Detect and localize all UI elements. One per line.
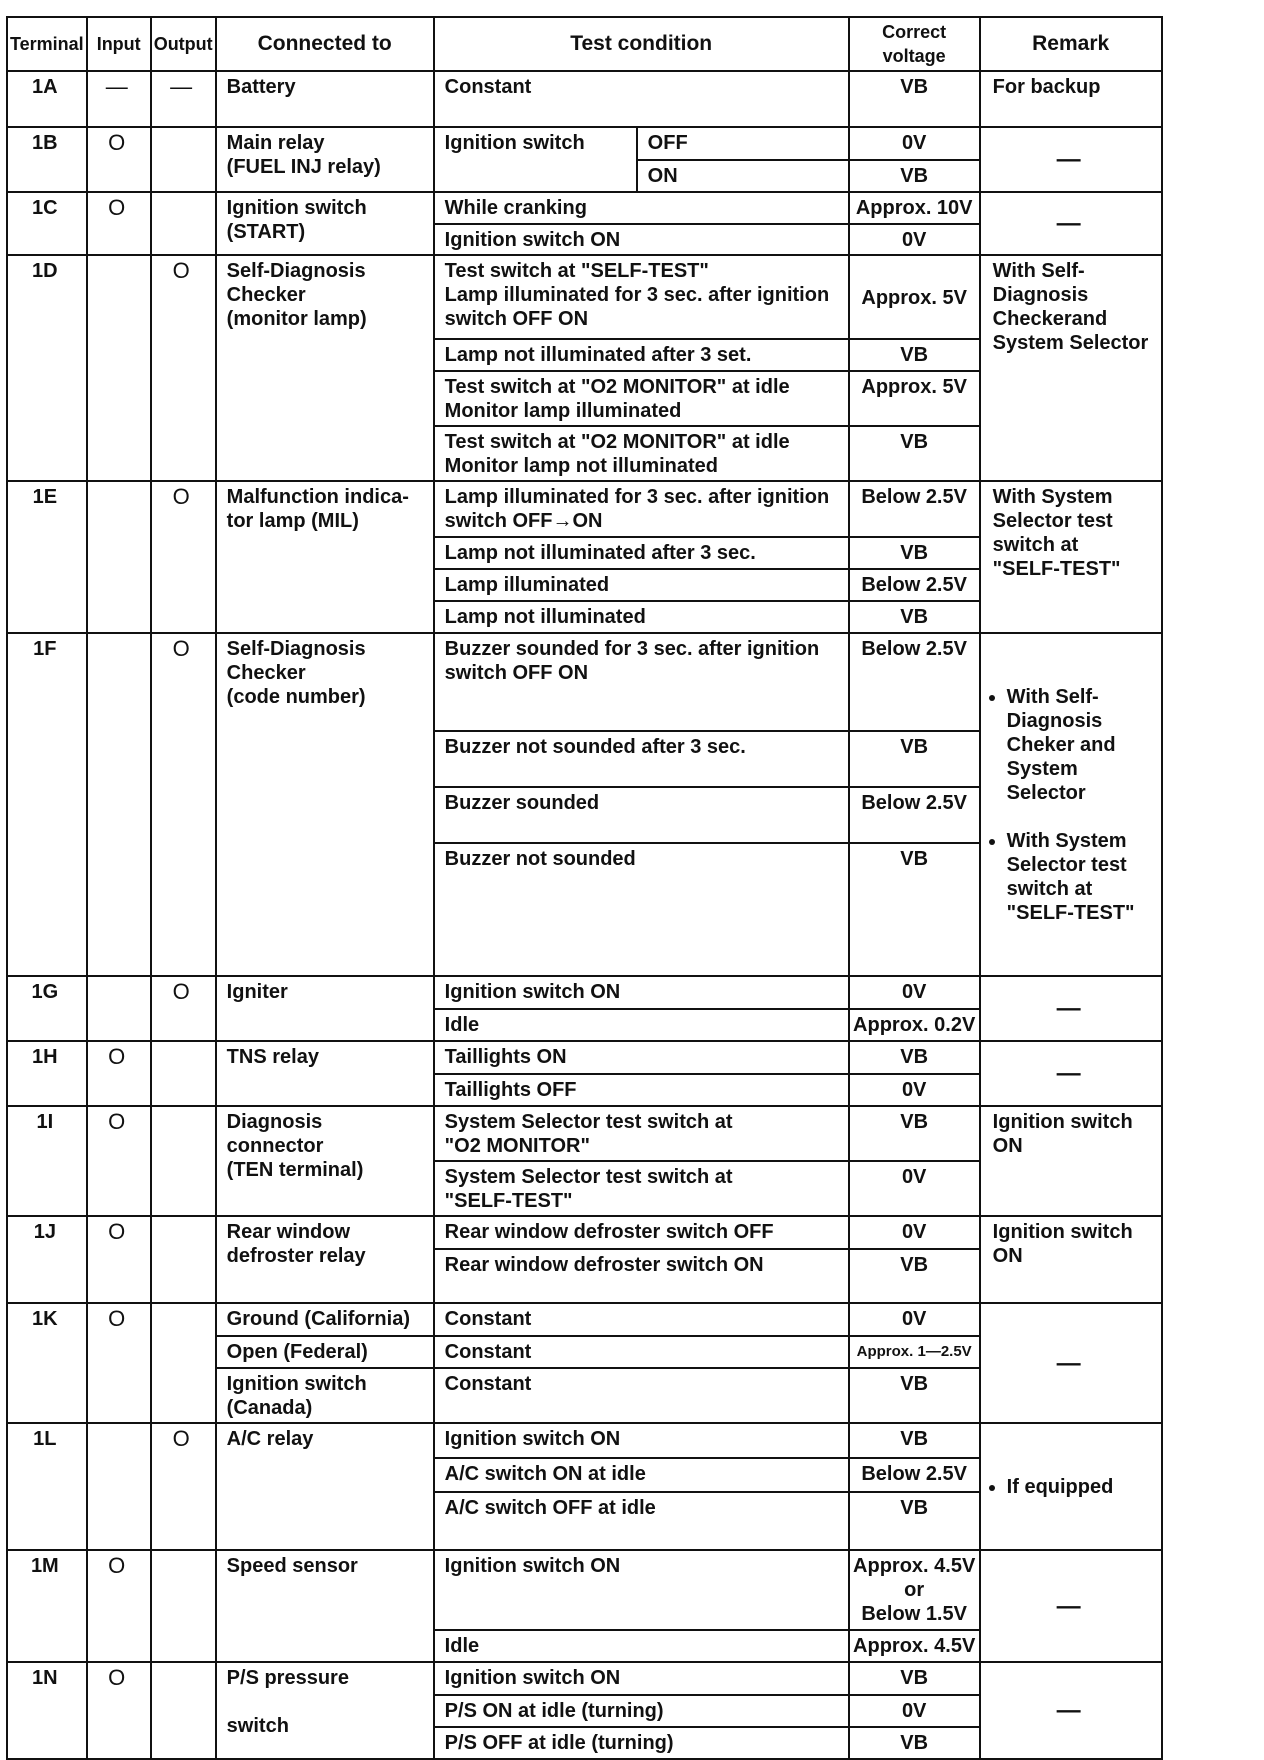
connected-to-cell: Open (Federal) <box>216 1336 434 1368</box>
connected-to-cell: Battery <box>216 71 434 127</box>
table-row <box>7 481 1162 537</box>
test-condition-cell: Lamp not illuminated after 3 set. <box>434 339 849 371</box>
terminal-cell: 1L <box>7 1423 87 1550</box>
table-row <box>7 1423 1162 1458</box>
voltage-cell: Below 2.5V <box>849 633 980 731</box>
voltage-cell: VB <box>849 601 980 633</box>
input-mark: O <box>87 1550 151 1662</box>
test-condition-cell: P/S OFF at idle (turning) <box>434 1727 849 1759</box>
terminal-cell: 1C <box>7 192 87 255</box>
output-mark <box>151 1662 216 1759</box>
connected-to-cell: TNS relay <box>216 1041 434 1106</box>
output-mark <box>151 1303 216 1423</box>
test-condition-cell: Test switch at "O2 MONITOR" at idle Monitor lamp not illuminated <box>434 426 849 481</box>
remark-bullet: • If equipped <box>1007 1475 1155 1499</box>
output-mark: O <box>151 255 216 481</box>
table-row <box>7 1303 1162 1336</box>
voltage-cell: VB <box>849 537 980 569</box>
test-condition-cell: Constant <box>434 71 849 127</box>
connected-to-cell: Speed sensor <box>216 1550 434 1662</box>
table-row <box>7 1662 1162 1695</box>
voltage-cell: VB <box>849 160 980 192</box>
header-input: Input <box>87 17 151 71</box>
remark-cell: Ignition switch ON <box>980 1216 1162 1303</box>
voltage-cell: 0V <box>849 1695 980 1727</box>
test-condition-cell: Rear window defroster switch ON <box>434 1249 849 1303</box>
test-condition-cell: Ignition switch ON <box>434 976 849 1009</box>
remark-bullet-list <box>985 661 1161 949</box>
voltage-cell: VB <box>849 1041 980 1074</box>
terminal-cell: 1B <box>7 127 87 192</box>
voltage-cell: Approx. 5V <box>849 255 980 339</box>
header-test-condition: Test condition <box>434 17 849 71</box>
voltage-cell: Approx. 10V <box>849 192 980 224</box>
voltage-cell: 0V <box>849 224 980 255</box>
output-mark <box>151 127 216 192</box>
terminal-cell: 1N <box>7 1662 87 1759</box>
test-condition-cell: Buzzer sounded for 3 sec. after ignition switch OFF ON <box>434 633 849 731</box>
voltage-cell: VB <box>849 1727 980 1759</box>
output-mark <box>151 192 216 255</box>
test-condition-cell: Lamp not illuminated <box>434 601 849 633</box>
voltage-cell: VB <box>849 731 980 787</box>
test-condition-cell: Buzzer sounded <box>434 787 849 843</box>
connected-to-cell: Ground (California) <box>216 1303 434 1336</box>
test-condition-cell: Ignition switch ON <box>434 224 849 255</box>
remark-cell: — <box>980 1303 1162 1423</box>
connected-to-cell: Ignition switch (START) <box>216 192 434 255</box>
voltage-cell: VB <box>849 1492 980 1550</box>
voltage-cell: 0V <box>849 127 980 160</box>
test-condition-cell: Ignition switch <box>434 127 637 192</box>
remark-cell: — <box>980 192 1162 255</box>
test-condition-cell: A/C switch OFF at idle <box>434 1492 849 1550</box>
test-condition-cell: System Selector test switch at "O2 MONITOR" <box>434 1106 849 1161</box>
test-condition-cell: While cranking <box>434 192 849 224</box>
voltage-cell: Approx. 1—2.5V <box>849 1336 980 1368</box>
voltage-cell: Approx. 4.5V or Below 1.5V <box>849 1550 980 1630</box>
voltage-cell: VB <box>849 1368 980 1423</box>
remark-bullet: • With System Selector test switch at "SELF-TEST" <box>1007 829 1161 925</box>
input-mark: O <box>87 192 151 255</box>
input-mark <box>87 255 151 481</box>
remark-cell: With Self- Diagnosis Checkerand System Selector <box>980 255 1162 481</box>
voltage-cell: Below 2.5V <box>849 787 980 843</box>
header-row <box>7 17 1162 71</box>
output-mark: O <box>151 633 216 976</box>
remark-cell: For backup <box>980 71 1162 127</box>
connected-to-cell: Self-Diagnosis Checker (code number) <box>216 633 434 976</box>
voltage-cell: Below 2.5V <box>849 569 980 601</box>
header-remark: Remark <box>980 17 1162 71</box>
terminal-cell: 1G <box>7 976 87 1041</box>
test-condition-cell: Ignition switch ON <box>434 1662 849 1695</box>
terminal-cell: 1M <box>7 1550 87 1662</box>
header-connected-to: Connected to <box>216 17 434 71</box>
connected-to-cell: P/S pressure switch <box>216 1662 434 1759</box>
input-mark: O <box>87 1303 151 1423</box>
output-mark <box>151 1041 216 1106</box>
output-mark <box>151 1106 216 1216</box>
connected-to-cell: Rear window defroster relay <box>216 1216 434 1303</box>
terminal-cell: 1I <box>7 1106 87 1216</box>
voltage-cell: Approx. 5V <box>849 371 980 426</box>
output-mark: O <box>151 481 216 633</box>
voltage-cell: Approx. 0.2V <box>849 1009 980 1041</box>
input-mark: O <box>87 1662 151 1759</box>
test-condition-cell: Buzzer not sounded after 3 sec. <box>434 731 849 787</box>
header-output: Output <box>151 17 216 71</box>
voltage-cell: 0V <box>849 1074 980 1106</box>
table-row <box>7 192 1162 224</box>
test-condition-cell: Lamp not illuminated after 3 sec. <box>434 537 849 569</box>
voltage-cell: VB <box>849 1106 980 1161</box>
input-mark <box>87 1423 151 1550</box>
voltage-cell: 0V <box>849 1303 980 1336</box>
test-condition-cell: System Selector test switch at "SELF-TEST" <box>434 1161 849 1216</box>
input-mark: O <box>87 1106 151 1216</box>
output-mark <box>151 1550 216 1662</box>
output-mark: — <box>151 71 216 127</box>
test-condition-cell: Ignition switch ON <box>434 1423 849 1458</box>
input-mark: O <box>87 1216 151 1303</box>
remark-cell: — <box>980 976 1162 1041</box>
test-condition-cell: Lamp illuminated <box>434 569 849 601</box>
test-condition-cell: Test switch at "SELF-TEST" Lamp illuminated for 3 sec. after ignition switch OFF ON <box>434 255 849 339</box>
remark-cell: With System Selector test switch at "SELF-TEST" <box>980 481 1162 633</box>
test-condition-cell: Idle <box>434 1630 849 1662</box>
voltage-cell: VB <box>849 426 980 481</box>
table-row <box>7 976 1162 1009</box>
table-row <box>7 71 1162 127</box>
test-condition-cell: Lamp illuminated for 3 sec. after ignition switch OFF→ON <box>434 481 849 537</box>
remark-cell: — <box>980 1550 1162 1662</box>
terminal-table-sheet <box>6 16 1163 1760</box>
voltage-cell: 0V <box>849 976 980 1009</box>
connected-to-cell: A/C relay <box>216 1423 434 1550</box>
test-condition-cell: Idle <box>434 1009 849 1041</box>
connected-to-cell: Igniter <box>216 976 434 1041</box>
test-condition-cell: A/C switch ON at idle <box>434 1458 849 1492</box>
table-row <box>7 633 1162 731</box>
output-mark: O <box>151 1423 216 1550</box>
input-mark <box>87 481 151 633</box>
remark-cell <box>980 1423 1162 1550</box>
test-condition-sub-cell: OFF <box>637 127 849 160</box>
test-condition-cell: Constant <box>434 1303 849 1336</box>
terminal-cell: 1J <box>7 1216 87 1303</box>
table-row <box>7 1550 1162 1630</box>
test-condition-cell: Taillights OFF <box>434 1074 849 1106</box>
table-row <box>7 1216 1162 1249</box>
test-condition-cell: Test switch at "O2 MONITOR" at idle Monitor lamp illuminated <box>434 371 849 426</box>
table-row <box>7 1106 1162 1161</box>
remark-bullet: • With Self- Diagnosis Cheker and System Selector <box>1007 685 1161 805</box>
voltage-cell: VB <box>849 1662 980 1695</box>
voltage-cell: 0V <box>849 1216 980 1249</box>
table-row <box>7 255 1162 339</box>
test-condition-cell: Constant <box>434 1368 849 1423</box>
voltage-cell: VB <box>849 1249 980 1303</box>
connected-to-cell: Diagnosis connector (TEN terminal) <box>216 1106 434 1216</box>
voltage-cell: VB <box>849 1423 980 1458</box>
test-condition-cell: Buzzer not sounded <box>434 843 849 976</box>
output-mark <box>151 1216 216 1303</box>
output-mark: O <box>151 976 216 1041</box>
voltage-cell: VB <box>849 71 980 127</box>
test-condition-cell: Rear window defroster switch OFF <box>434 1216 849 1249</box>
test-condition-cell: Constant <box>434 1336 849 1368</box>
input-mark <box>87 976 151 1041</box>
test-condition-cell: P/S ON at idle (turning) <box>434 1695 849 1727</box>
table-row <box>7 127 1162 160</box>
remark-bullet-list <box>985 1451 1155 1523</box>
terminal-voltage-table <box>6 16 1163 1760</box>
table-row <box>7 1041 1162 1074</box>
test-condition-sub-cell: ON <box>637 160 849 192</box>
remark-cell: — <box>980 1041 1162 1106</box>
terminal-cell: 1K <box>7 1303 87 1423</box>
connected-to-cell: Main relay (FUEL INJ relay) <box>216 127 434 192</box>
remark-cell <box>980 633 1162 976</box>
input-mark: — <box>87 71 151 127</box>
header-terminal: Terminal <box>7 17 87 71</box>
remark-cell: — <box>980 127 1162 192</box>
voltage-cell: VB <box>849 843 980 976</box>
connected-to-cell: Self-Diagnosis Checker (monitor lamp) <box>216 255 434 481</box>
input-mark: O <box>87 127 151 192</box>
voltage-cell: VB <box>849 339 980 371</box>
connected-to-cell: Ignition switch (Canada) <box>216 1368 434 1423</box>
input-mark <box>87 633 151 976</box>
voltage-cell: Below 2.5V <box>849 1458 980 1492</box>
input-mark: O <box>87 1041 151 1106</box>
voltage-cell: 0V <box>849 1161 980 1216</box>
remark-cell: Ignition switch ON <box>980 1106 1162 1216</box>
terminal-cell: 1E <box>7 481 87 633</box>
terminal-cell: 1A <box>7 71 87 127</box>
connected-to-cell: Malfunction indica- tor lamp (MIL) <box>216 481 434 633</box>
test-condition-cell: Ignition switch ON <box>434 1550 849 1630</box>
terminal-cell: 1H <box>7 1041 87 1106</box>
voltage-cell: Below 2.5V <box>849 481 980 537</box>
voltage-cell: Approx. 4.5V <box>849 1630 980 1662</box>
header-correct-voltage: Correct voltage <box>849 17 980 71</box>
test-condition-cell: Taillights ON <box>434 1041 849 1074</box>
terminal-cell: 1D <box>7 255 87 481</box>
remark-cell: — <box>980 1662 1162 1759</box>
terminal-cell: 1F <box>7 633 87 976</box>
